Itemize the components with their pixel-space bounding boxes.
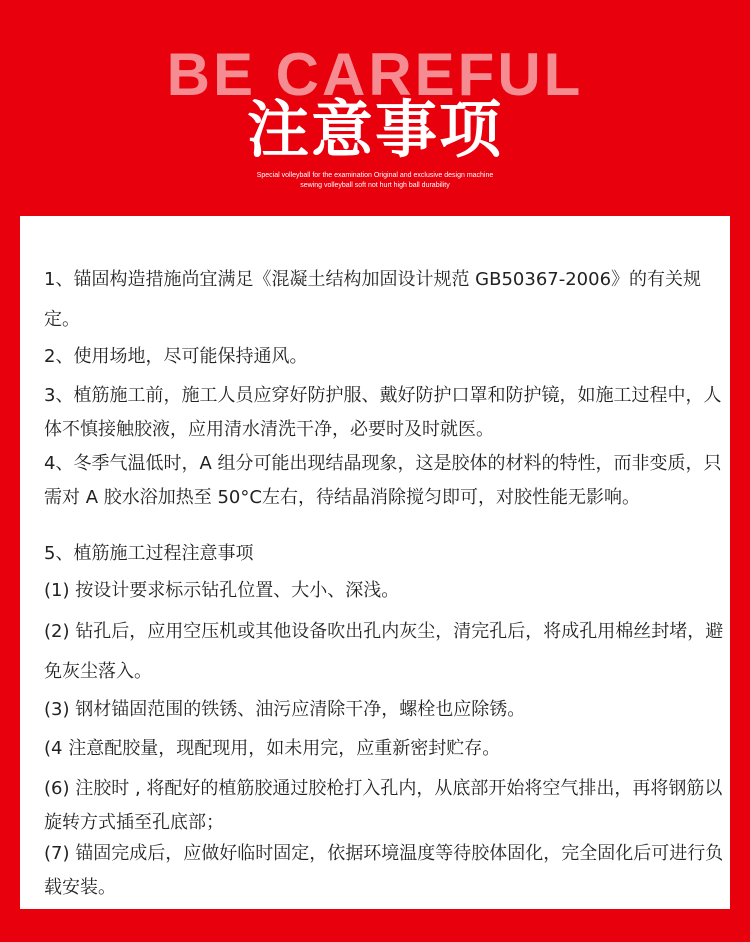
item-text: 锚固完成后，应做好临时固定，依据环境温度等待胶体固化，完全固化后可进行负载安装。 [44,843,724,898]
list-item [44,574,724,608]
item-text: 冬季气温低时，A 组分可能出现结晶现象，这是胶体的材料的特性，而非变质，只需对 A 胶水浴加热至 50°C左右，待结晶消除搅匀即可，对胶性能无影响。 [44,453,722,508]
item-number: (1) [44,580,76,601]
subtitle-line-2: sewing volleyball soft not hurt high ball durability [300,182,450,189]
list-item [44,260,724,340]
header-banner [0,0,750,215]
list-item [44,340,724,374]
item-text: 锚固构造措施尚宜满足《混凝土结构加固设计规范 GB50367-2006》的有关规定。 [44,269,702,330]
english-title: BE CAREFUL [166,41,584,108]
list-item [44,772,724,840]
item-number: (3) [44,699,76,720]
item-number: 1、 [44,269,74,290]
item-number: 4、 [44,453,74,474]
list-item [44,612,724,692]
item-number: (7) [44,843,76,864]
item-text: 植筋施工前，施工人员应穿好防护服、戴好防护口罩和防护镜，如施工过程中，人体不慎接触胶液，应用清水清洗干净，必要时及时就医。 [44,385,722,440]
list-item [44,537,724,571]
item-number: 5、 [44,543,74,564]
item-text: 钢材锚固范围的铁锈、油污应清除干净，螺栓也应除锈。 [75,699,526,720]
item-text: 注胶时 , 将配好的植筋胶通过胶枪打入孔内，从底部开始将空气排出，再将钢筋以旋转方式插至孔底部； [44,778,723,833]
list-item [44,837,724,905]
list-item [44,732,724,766]
item-number: (2) [44,621,76,642]
item-text: 注意配胶量，现配现用，如未用完，应重新密封贮存。 [68,738,501,759]
item-text: 钻孔后，应用空压机或其他设备吹出孔内灰尘，清完孔后，将成孔用棉丝封堵，避免灰尘落入。 [44,621,724,682]
notes-panel [20,216,730,909]
item-text: 按设计要求标示钻孔位置、大小、深浅。 [75,580,400,601]
list-item [44,379,724,447]
item-number: 3、 [44,385,74,406]
item-number: (6) [44,778,76,799]
item-text: 植筋施工过程注意事项 [73,543,254,564]
chinese-title: 注意事项 [246,93,503,166]
list-item [44,693,724,727]
item-number: 2、 [44,346,74,367]
item-text: 使用场地，尽可能保持通风。 [73,346,308,367]
item-number: (4 [44,738,69,759]
list-item [44,447,724,515]
subtitle-line-1: Special volleyball for the examination Original and exclusive design machine [256,172,494,179]
